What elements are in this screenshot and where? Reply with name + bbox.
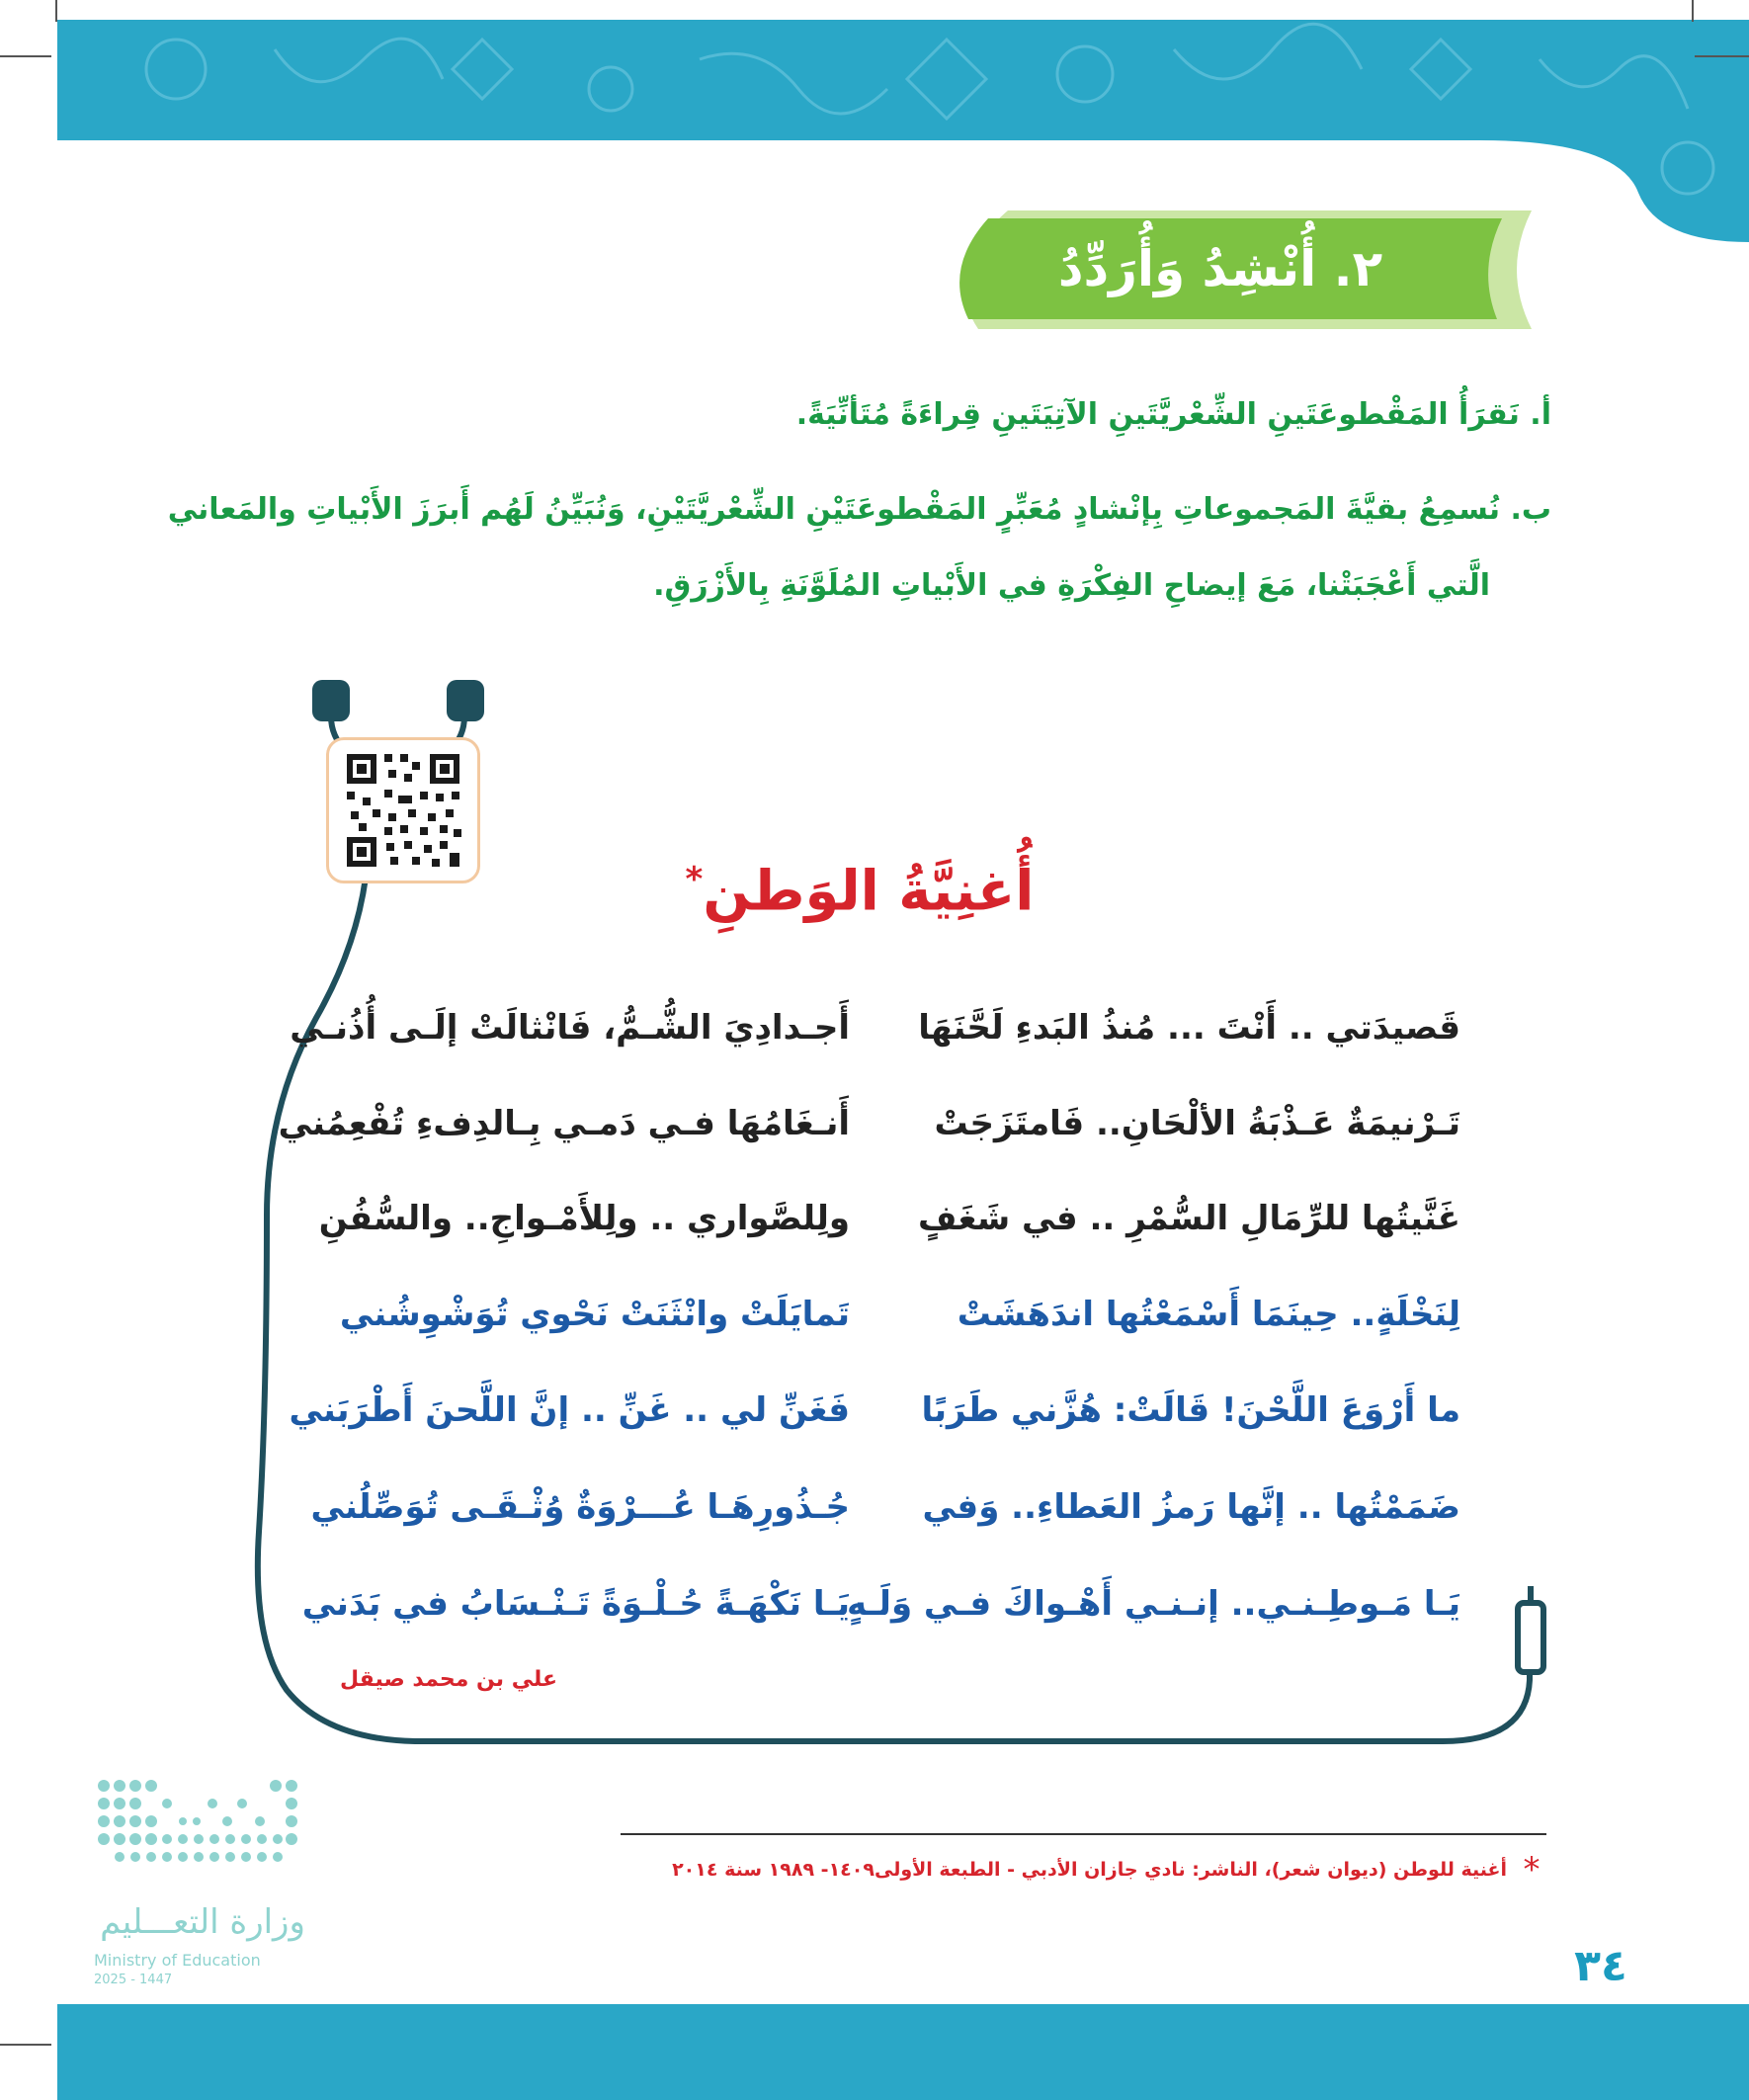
instruction-b-line2: الَّتي أَعْجَبَتْنا، مَعَ إيضاحِ الفِكْرَةِ في الأَبْياتِ المُلَوَّنَةِ بِالأَزْرَقِ. xyxy=(653,568,1490,603)
ministry-logo-icon xyxy=(94,1774,311,1883)
verse-7-left: يَـا نَكْهَـةً حُـلْـوَةً تَـنْـسَابُ في بَدَني xyxy=(301,1584,850,1624)
verse-6-right: ضَمَمْتُها .. إنَّها رَمزُ العَطاءِ.. وَفي xyxy=(922,1487,1460,1527)
verse-6-left: جُـذُورِهَـا عُـــرْوَةٌ وُثْـقَـى تُوَصِّلُني xyxy=(310,1487,850,1527)
verse-4-left: تَمايَلَتْ وانْثَنَتْ نَحْوي تُوَشْوِشُني xyxy=(339,1295,850,1334)
left-earbud-icon xyxy=(312,680,350,721)
verse-5-right: ما أَرْوَعَ اللَّحْنَ! قَالَتْ: هُزَّني طَرَبًا xyxy=(921,1390,1460,1430)
verse-2-right: تَـرْنيمَةٌ عَـذْبَةُ الألْحَانِ.. فَامتَزَجَتْ xyxy=(934,1104,1460,1143)
verse-1-right: قَصيدَتي .. أَنْتَ ... مُنذُ البَدءِ لَحَّنَهَا xyxy=(918,1008,1460,1048)
poet-name: علي بن محمد صيقل xyxy=(340,1667,557,1692)
page-number: ٣٤ xyxy=(1574,1941,1627,1991)
ministry-name-en: Ministry of Education xyxy=(94,1951,261,1970)
instruction-a: أ. نَقرَأُ المَقْطوعَتَينِ الشِّعْريَّتَينِ الآتِيَتَينِ قِراءَةً مُتَأنِّيَةً. xyxy=(795,397,1551,432)
verse-7-right: يَـا مَـوطِـنـي.. إنـنـي أَهْـواكَ فـي وَلَـهٍ xyxy=(846,1584,1460,1624)
crop-mark xyxy=(1692,0,1694,22)
verse-3-right: غَنَّيتُها للرِّمَالِ السُّمْرِ .. في شَغَفٍ xyxy=(918,1199,1460,1238)
verse-2-left: أَنـغَامُهَا فـي دَمـي بِـالدِفءِ تُفْعِمُني xyxy=(278,1104,850,1143)
section-title: ٢. أُنْشِدُ وَأُرَدِّدُ xyxy=(1057,240,1383,297)
verse-4-right: لِنَخْلَةٍ.. حِينَمَا أَسْمَعْتُها اندَهَشَتْ xyxy=(957,1295,1460,1334)
qr-code[interactable] xyxy=(326,737,480,883)
crop-mark xyxy=(0,2044,51,2046)
crop-mark xyxy=(55,0,57,22)
footnote-marker: * xyxy=(685,860,704,899)
qr-code-icon xyxy=(329,740,477,881)
poem-title xyxy=(652,835,1067,924)
crop-mark xyxy=(0,55,51,57)
verse-1-left: أَجـدادِيَ الشُّـمُّ، فَانْثالَتْ إلَـى أُذُنـي xyxy=(290,1008,850,1048)
edition-year: 2025 - 1447 xyxy=(94,1973,173,1987)
audio-jack-icon xyxy=(1518,1603,1543,1672)
footer-band xyxy=(57,2004,1749,2100)
footnote-divider xyxy=(621,1833,1546,1835)
header-ornament xyxy=(57,20,1749,242)
right-earbud-icon xyxy=(447,680,484,721)
crop-mark xyxy=(1695,55,1749,57)
footnote-text: أغنية للوطن (ديوان شعر)، الناشر: نادي جازان الأدبي - الطبعة الأولى١٤٠٩- ١٩٨٩ سنة ٢٠١٤ xyxy=(672,1859,1507,1881)
verse-3-left: ولِلصَّواري .. ولِلأَمْـواجِ.. والسُّفُنِ xyxy=(318,1199,850,1238)
poem-title-text: أُغنِيَّةُ الوَطنِ xyxy=(703,859,1035,924)
verse-5-left: فَغَنِّ لي .. غَنِّ .. إنَّ اللَّحنَ أَطْرَبَني xyxy=(289,1390,850,1430)
instruction-b-line1: ب. نُسمِعُ بقيَّةَ المَجموعاتِ بِإنْشادٍ مُعَبِّرٍ المَقْطوعَتَيْنِ الشِّعْريَّتَيْنِ، وَنُبَيِّنُ لَهُم أَبرَزَ الأَبْياتِ والمَعاني xyxy=(167,492,1551,527)
ministry-name-ar: وزارة التعـــليم xyxy=(100,1902,305,1942)
footnote-star-icon: * xyxy=(1523,1850,1541,1890)
